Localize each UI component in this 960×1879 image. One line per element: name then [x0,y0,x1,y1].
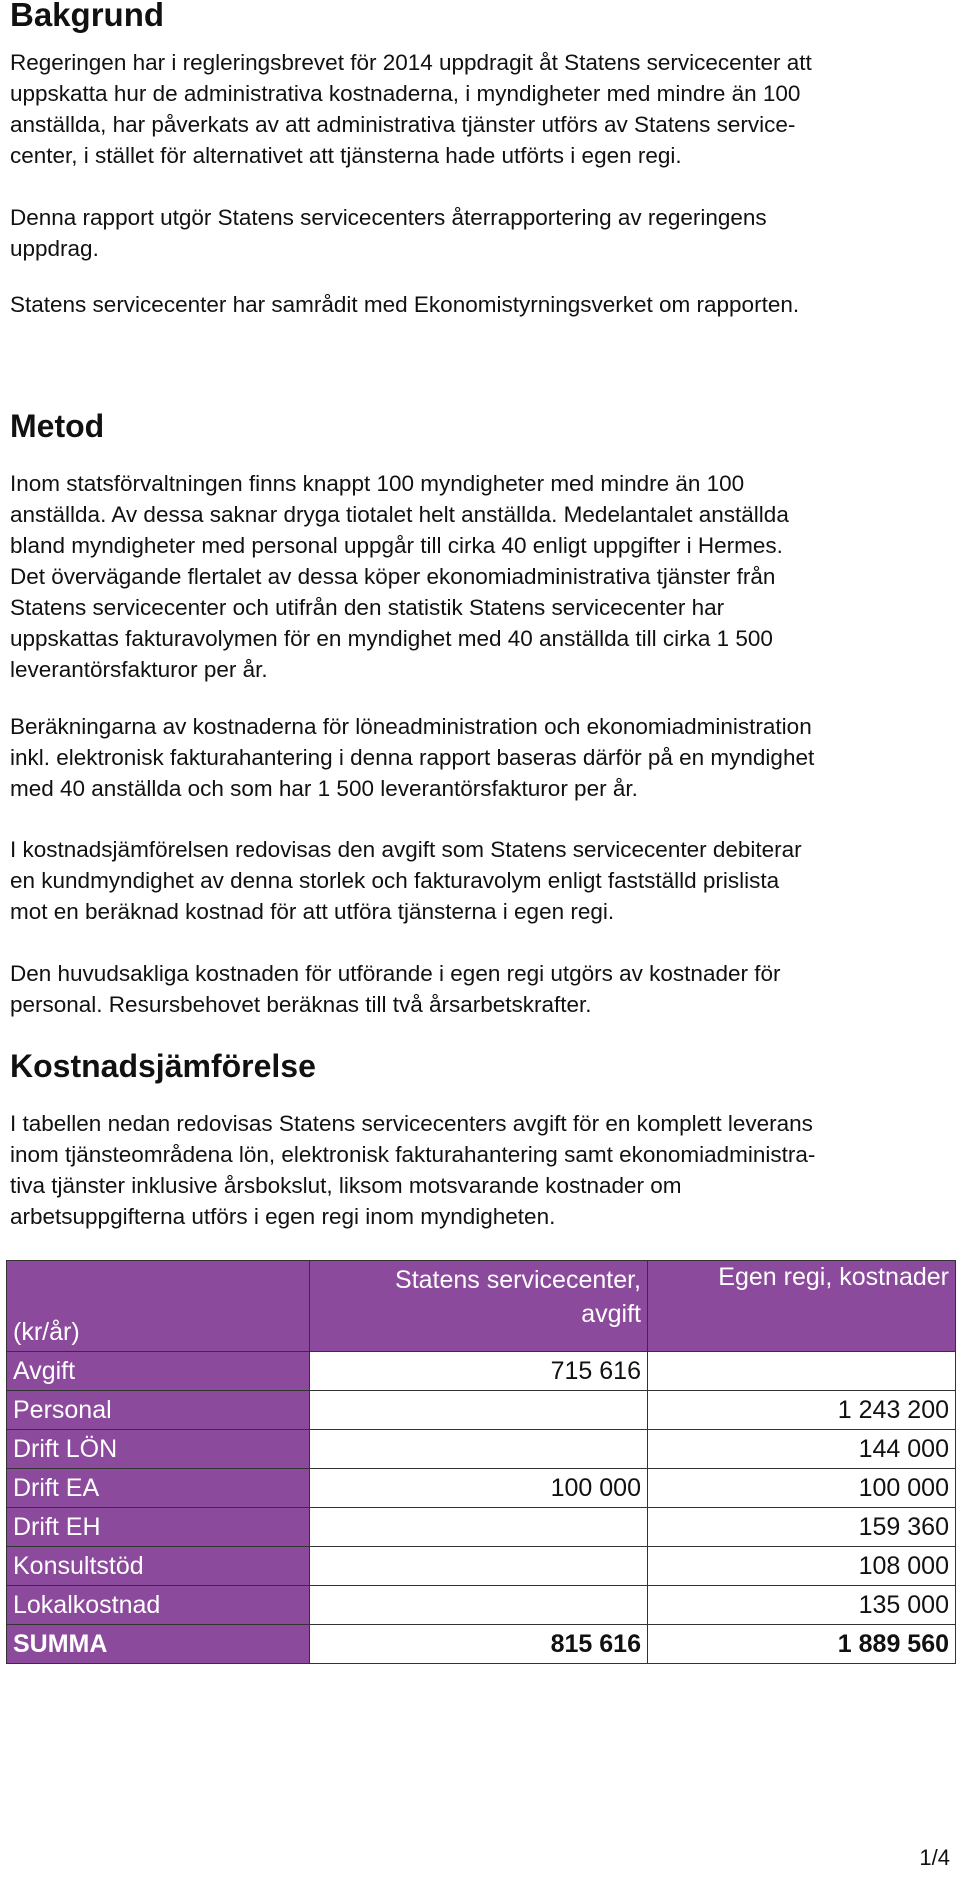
table-row [7,1352,956,1391]
sum-egen: 1 889 560 [648,1625,956,1664]
cell-ssc [310,1430,648,1469]
row-label: Drift EA [7,1469,310,1508]
text-line: Beräkningarna av kostnaderna för löneadministration och ekonomiadministration [10,714,812,739]
text-line: inkl. elektronisk fakturahantering i denna rapport baseras därför på en myndighet [10,745,815,770]
heading-bakgrund: Bakgrund [10,0,165,33]
cell-egen: 135 000 [648,1586,956,1625]
page-number: 1/4 [919,1845,950,1870]
header-unit: (kr/år) [7,1261,310,1352]
text-line: Regeringen har i regleringsbrevet för 2014 uppdragit åt Statens servicecenter att [10,50,812,75]
cell-egen: 159 360 [648,1508,956,1547]
row-label: Personal [7,1391,310,1430]
text-line: uppskattas fakturavolymen för en myndighet med 40 anställda till cirka 1 500 [10,626,773,651]
text-line: uppdrag. [10,236,99,261]
text-line: med 40 anställda och som har 1 500 leverantörsfakturor per år. [10,776,638,801]
cost-comparison-table [6,1260,956,1664]
text-line: I tabellen nedan redovisas Statens servicecenters avgift för en komplett leverans [10,1111,813,1136]
text-line: uppskatta hur de administrativa kostnaderna, i myndigheter med mindre än 100 [10,81,801,106]
paragraph-bakgrund-3 [10,289,940,320]
paragraph-metod-4 [10,958,940,1020]
text-line: mot en beräknad kostnad för att utföra tjänsterna i egen regi. [10,899,615,924]
table-row [7,1391,956,1430]
text-line: Den huvudsakliga kostnaden för utförande i egen regi utgörs av kostnader för [10,961,781,986]
cell-ssc: 100 000 [310,1469,648,1508]
header-ssc-avgift [310,1261,648,1352]
cell-egen: 100 000 [648,1469,956,1508]
text-line: anställda. Av dessa saknar dryga tiotalet helt anställda. Medelantalet anställda [10,502,789,527]
cell-ssc [310,1586,648,1625]
text-line: center, i stället för alternativet att tjänsterna hade utförts i egen regi. [10,143,682,168]
row-label: Avgift [7,1352,310,1391]
text-line: Inom statsförvaltningen finns knappt 100 myndigheter med mindre än 100 [10,471,745,496]
text-line: leverantörsfakturor per år. [10,657,268,682]
text-line: arbetsuppgifterna utförs i egen regi inom myndigheten. [10,1204,556,1229]
text-line: bland myndigheter med personal uppgår till cirka 40 enligt uppgifter i Hermes. [10,533,783,558]
paragraph-bakgrund-2 [10,202,940,264]
row-label: Drift EH [7,1508,310,1547]
table-row [7,1508,956,1547]
paragraph-metod-3 [10,834,940,927]
cell-ssc [310,1391,648,1430]
text-line: en kundmyndighet av denna storlek och fakturavolym enligt fastställd prislista [10,868,780,893]
text-line: personal. Resursbehovet beräknas till två årsarbetskrafter. [10,992,592,1017]
paragraph-kostnad [10,1108,940,1232]
table-header-row [7,1261,956,1352]
text-line: Statens servicecenter och utifrån den statistik Statens servicecenter har [10,595,725,620]
text-line: Det övervägande flertalet av dessa köper ekonomiadministrativa tjänster från [10,564,776,589]
table-row [7,1430,956,1469]
cell-egen [648,1352,956,1391]
cell-ssc: 715 616 [310,1352,648,1391]
table-sum-row [7,1625,956,1664]
cell-egen: 1 243 200 [648,1391,956,1430]
text-line: Statens servicecenter har samrådit med Ekonomistyrningsverket om rapporten. [10,292,800,317]
table-row [7,1469,956,1508]
text-line: inom tjänsteområdena lön, elektronisk fakturahantering samt ekonomiadministra- [10,1142,816,1167]
heading-metod: Metod [10,408,105,444]
sum-label: SUMMA [7,1625,310,1664]
table-row [7,1547,956,1586]
cell-ssc [310,1547,648,1586]
text-line: Denna rapport utgör Statens servicecenters återrapportering av regeringens [10,205,767,230]
row-label: Lokalkostnad [7,1586,310,1625]
header-egen-regi: Egen regi, kostnader [648,1261,956,1352]
cell-egen: 108 000 [648,1547,956,1586]
header-ssc-line: Statens servicecenter, [395,1266,641,1294]
text-line: tiva tjänster inklusive årsbokslut, liksom motsvarande kostnader om [10,1173,682,1198]
header-ssc-line: avgift [581,1300,641,1328]
paragraph-bakgrund-1 [10,47,940,171]
row-label: Konsultstöd [7,1547,310,1586]
paragraph-metod-2 [10,711,940,804]
heading-kostnadsjamforelse: Kostnadsjämförelse [10,1048,316,1084]
sum-ssc: 815 616 [310,1625,648,1664]
table-row [7,1586,956,1625]
cell-ssc [310,1508,648,1547]
text-line: I kostnadsjämförelsen redovisas den avgift som Statens servicecenter debiterar [10,837,802,862]
row-label: Drift LÖN [7,1430,310,1469]
text-line: anställda, har påverkats av att administrativa tjänster utförs av Statens service- [10,112,796,137]
cell-egen: 144 000 [648,1430,956,1469]
paragraph-metod-1 [10,468,940,685]
